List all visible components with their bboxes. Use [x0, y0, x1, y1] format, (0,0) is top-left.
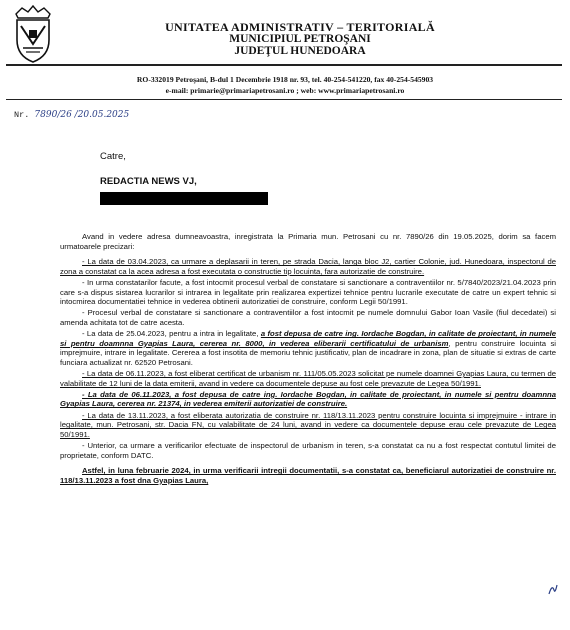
redaction-bar [100, 192, 268, 205]
paragraph-item: - La data de 25.04.2023, pentru a intra in legalitate, a fost depusa de catre ing. Iordache Bogdan, in calitate de proiectant, in numele si pentru doamnna Gyapias Laura, cererea nr. 8000, in vederea eliberarii certificatului de urbanism, pentru construire locuinta si imprejmuire, intrare in legalitate. Cererea a fost insotita de memoriu tehnic justificativ, plan de incadrare in zona, plan de situatie si extras de carte funciara actualizat nr. 62520 Petrosani. [60, 329, 557, 367]
institution-title: UNITATEA ADMINISTRATIV – TERITORIALĂ [165, 20, 435, 34]
paragraph-intro: Avand in vedere adresa dumneavoastra, inregistrata la Primaria mun. Petrosani cu nr. 7890/26 din 19.05.2025, dorim sa facem urmatoarele precizari: [60, 232, 556, 251]
header-divider [6, 64, 562, 66]
paragraph-item: - La data de 06.11.2023, a fost depusa de catre ing. Iordache Bogdan, in calitate de proiectant, in numele si pentru doamnna Gyapias Laura, cererea nr. 21374, in vederea emiterii autorizatiei de construire. [60, 389, 556, 409]
registration-number [14, 110, 129, 120]
county-name: JUDEŢUL HUNEDOARA [234, 45, 366, 57]
paragraph-item: - La data de 13.11.2023, a fost eliberata autorizatia de construire nr. 118/13.11.2023 pentru construire locuinta si imprejmuire - intrare in legalitate, mun. Petrosani, str. Dacia FN, cu valabilitate de 24 luni, avand in vedere ca documentele depuse erau cele prevazute de Legea 50/1991. [60, 410, 556, 439]
postal-address: RO-332019 Petroşani, B-dul 1 Decembrie 1918 nr. 93, tel. 40-254-541220, fax 40-254-545903 [136, 75, 434, 84]
address-divider [6, 99, 562, 100]
emphasized-phrase: a fost depusa de catre ing. Iordache Bogdan, in calitate de proiectant, in numele si pentru doamnna Gyapias Laura, cererea nr. 8000, in vederea eliberarii certificatului de urbanism [60, 329, 557, 348]
paragraph-item: - Unterior, ca urmare a verificarilor efectuate de inspectorul de urbanism in teren, s-a constatat ca nu a fost respectat contutul limitei de proprietate, conform DATC. [60, 441, 556, 460]
recipient-name: REDACTIA NEWS VJ, [100, 176, 197, 187]
registration-handwritten: 7890/26 /20.05.2025 [34, 110, 130, 120]
paragraph-item: - Procesul verbal de constatare si sanctionare a contraventiilor a fost intocmit pe numele domnului Gabor Ioan Vasile (fiul decedatei) si amenda achitata tot de catre acesta. [60, 308, 556, 327]
salutation: Catre, [100, 151, 126, 162]
registration-prefix: Nr. [14, 110, 30, 120]
paragraph-item: - La data de 03.04.2023, ca urmare a deplasarii in teren, pe strada Dacia, langa bloc J2, cartier Colonie, jud. Hunedoara, inspectorul de zona a constatat ca la acea adresa a fost executata o constructie tip locuinta, fara autorizatie de construire. [60, 257, 556, 276]
contact-address: e-mail: primarie@primariapetrosani.ro ; web: www.primariapetrosani.ro [165, 86, 405, 95]
letter-body [60, 232, 556, 487]
municipality-name: MUNICIPIUL PETROŞANI [229, 33, 371, 45]
paragraph-item: - In urma constatarilor facute, a fost intocmit procesul verbal de constatare si sanctionare a contraventiilor nr. 5/7840/2023/21.04.2023 prin care s-a dispus sistarea lucrarilor si intrarea in legalitate prin realizarea expertizei tehnice pentru lucrarile executate de catre un expert tehnic si intocmirea documentatiei tehnice in vederea obtinerii autorizatiei de construire, conform Legii 50/1991. [60, 277, 556, 307]
signature-mark-icon [548, 582, 558, 596]
paragraph-conclusion: Astfel, in luna februarie 2024, in urma verificarii intregii documentatii, s-a constatat ca, beneficiarul autorizatiei de construire nr. 118/13.11.2023 a fost dna Gyapias Laura, [60, 466, 556, 485]
paragraph-item: - La data de 06.11.2023, a fost eliberat certificat de urbanism nr. 111/05.05.2023 solicitat pe numele doamnei Gyapias Laura, cu termen de valabilitate de 12 luni de la data emiterii, avand in vedere ca documentele depuse au fost cele prevazute de Legea 50/1991. [60, 369, 556, 388]
